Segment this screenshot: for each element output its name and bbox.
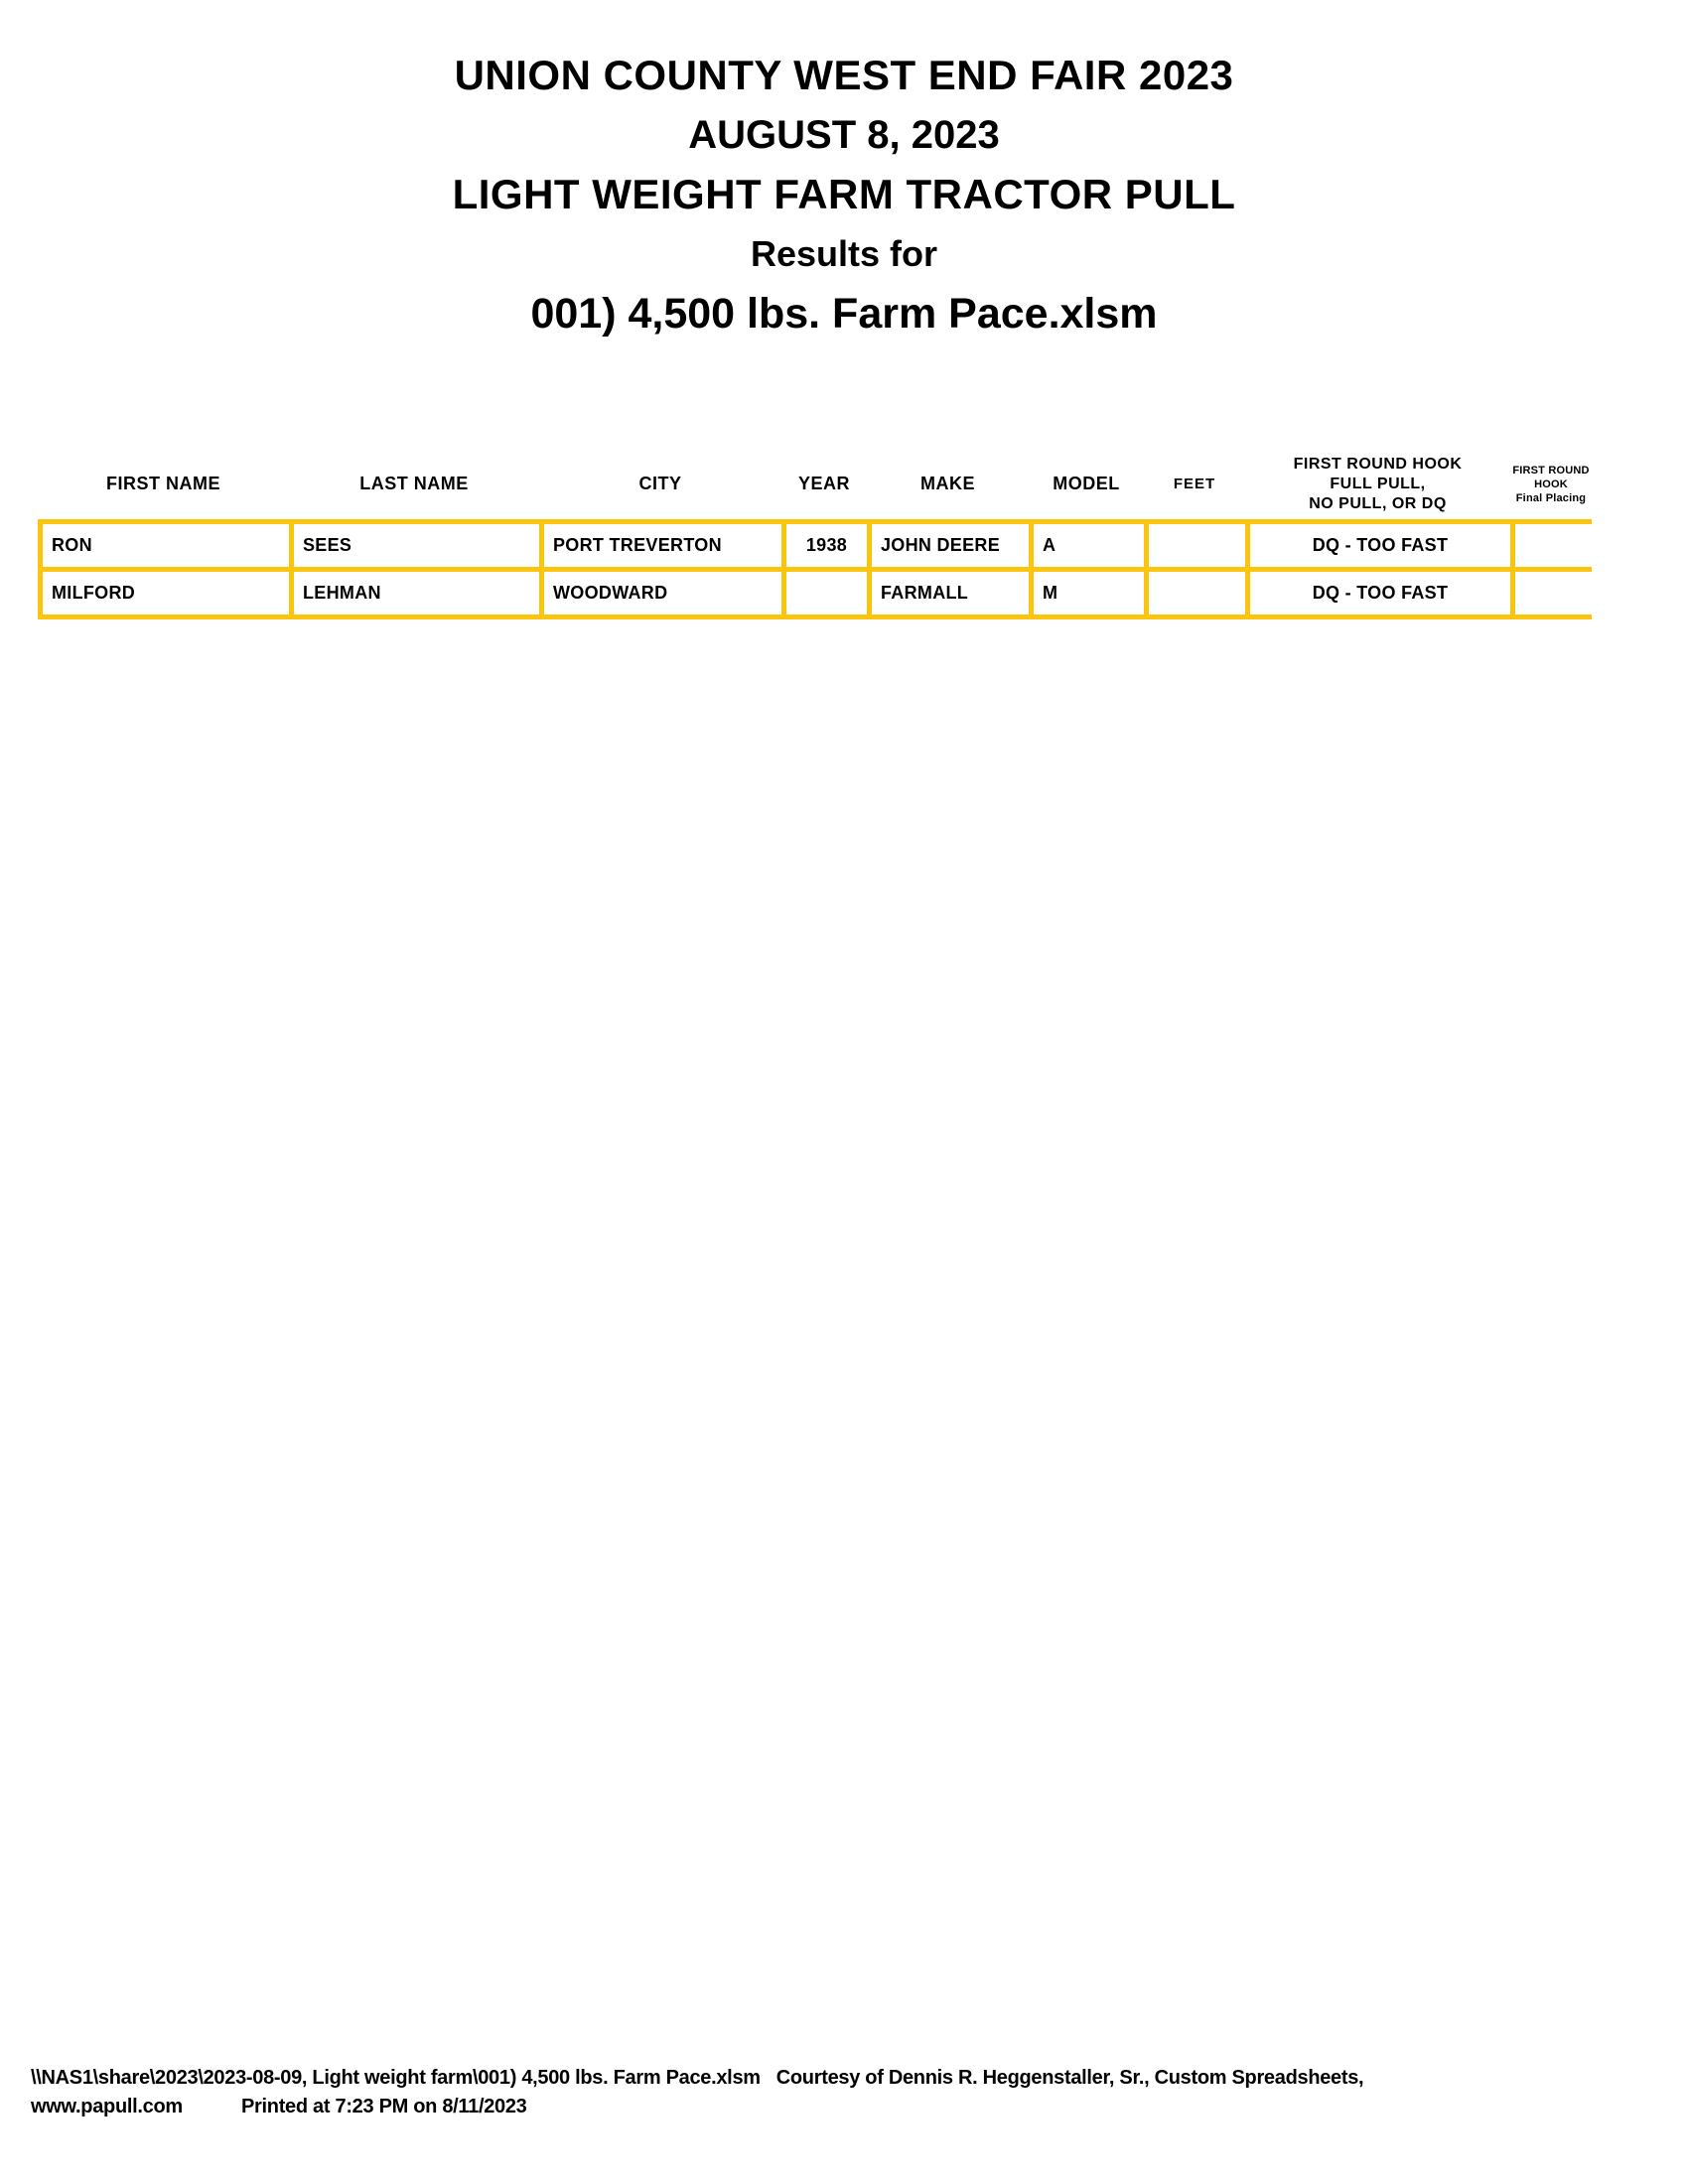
title-file: 001) 4,500 lbs. Farm Pace.xlsm bbox=[530, 290, 1158, 338]
footer bbox=[31, 2067, 1363, 2118]
header-final-placing-line2: HOOK bbox=[1534, 478, 1568, 490]
footer-printed-timestamp: Printed at 7:23 PM on 8/11/2023 bbox=[241, 2096, 527, 2117]
title-event: UNION COUNTY WEST END FAIR 2023 bbox=[454, 52, 1234, 98]
header-city: CITY bbox=[638, 474, 682, 493]
header-final-placing-line1: FIRST ROUND bbox=[1512, 464, 1590, 477]
header-first-round-hook-line1: FIRST ROUND HOOK bbox=[1293, 455, 1463, 473]
cell-model: M bbox=[1029, 567, 1144, 619]
header-first-name: FIRST NAME bbox=[106, 474, 220, 493]
cell-city: PORT TREVERTON bbox=[539, 519, 781, 567]
cell-first-round-hook: DQ - TOO FAST bbox=[1245, 519, 1510, 567]
footer-line2 bbox=[31, 2096, 1363, 2118]
cell-last-name: LEHMAN bbox=[289, 567, 539, 619]
cell-feet bbox=[1144, 567, 1245, 619]
header-first-round-hook bbox=[1245, 455, 1510, 514]
table-header-row bbox=[38, 449, 1592, 519]
footer-line1 bbox=[31, 2067, 1363, 2090]
cell-first-name: MILFORD bbox=[38, 567, 289, 619]
cell-year: 1938 bbox=[781, 519, 867, 567]
header-final-placing-line3: Final Placing bbox=[1515, 491, 1587, 504]
results-table bbox=[38, 519, 1592, 619]
cell-feet bbox=[1144, 519, 1245, 567]
cell-first-round-hook: DQ - TOO FAST bbox=[1245, 567, 1510, 619]
title-block bbox=[0, 46, 1688, 343]
cell-final-placing bbox=[1510, 567, 1592, 619]
cell-make: JOHN DEERE bbox=[867, 519, 1029, 567]
header-year: YEAR bbox=[797, 474, 850, 493]
cell-final-placing bbox=[1510, 519, 1592, 567]
header-final-placing bbox=[1510, 464, 1592, 505]
header-model: MODEL bbox=[1053, 474, 1120, 493]
footer-file-path: \\NAS1\share\2023\2023-08-09, Light weight farm\001) 4,500 lbs. Farm Pace.xlsm bbox=[31, 2067, 761, 2089]
cell-first-name: RON bbox=[38, 519, 289, 567]
footer-website: www.papull.com bbox=[31, 2096, 183, 2117]
header-first-round-hook-line2: FULL PULL, bbox=[1330, 475, 1426, 492]
cell-model: A bbox=[1029, 519, 1144, 567]
header-make: MAKE bbox=[920, 474, 975, 493]
header-last-name: LAST NAME bbox=[359, 474, 469, 493]
cell-last-name: SEES bbox=[289, 519, 539, 567]
title-results-for: Results for bbox=[750, 233, 938, 274]
cell-make: FARMALL bbox=[867, 567, 1029, 619]
cell-year bbox=[781, 567, 867, 619]
title-date: AUGUST 8, 2023 bbox=[688, 113, 1000, 157]
footer-courtesy: Courtesy of Dennis R. Heggenstaller, Sr., Custom Spreadsheets, bbox=[775, 2067, 1364, 2089]
header-feet: FEET bbox=[1173, 476, 1216, 492]
cell-city: WOODWARD bbox=[539, 567, 781, 619]
title-class: LIGHT WEIGHT FARM TRACTOR PULL bbox=[452, 171, 1236, 217]
header-first-round-hook-line3: NO PULL, OR DQ bbox=[1309, 494, 1447, 512]
